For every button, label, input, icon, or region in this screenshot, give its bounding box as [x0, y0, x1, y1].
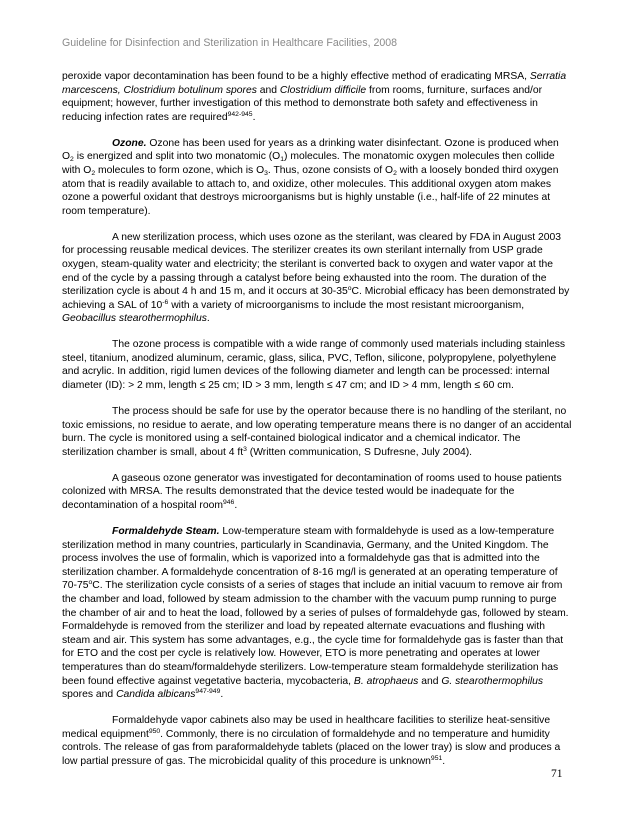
paragraph-ozone-compatibility: The ozone process is compatible with a wide range of commonly used materials including stainless steel, titanium, anodized aluminum, ceramic, glass, silica, PVC, Teflon, silicone, polypropylene, polyethylene and acrylic. In addition, rigid lumen devices of the following diameter and length can be processed: internal diameter (ID): > 2 mm, length ≤ 25 cm; ID > 3 mm, length ≤ 47 cm; and ID > 4 mm, length ≤ 60 cm. [62, 339, 566, 392]
section-heading-ozone: Ozone. [112, 137, 147, 149]
paragraph-formaldehyde-steam: Formaldehyde Steam. Low-temperature steam with formaldehyde is used as a low-temperature sterilization method in many countries, particularly in Scandinavia, Germany, and the United Kingdom. The process involves the use of formalin, which is vaporized into a formaldehyde gas that is admitted into the sterilization chamber. A formaldehyde concentration of 8-16 mg/l is generated at an operating temperature of 70-75$^o$C. The sterilization cycle consists of a series of stages that include an initial vacuum to remove air from the chamber and load, followed by steam admission to the chamber with the vacuum pump running to purge the chamber of air and to heat the load, followed by a series of pulses of formaldehyde gas, followed by steam. Formaldehyde is removed from the sterilizer and load by repeated alternate evacuations and flushing with steam and air. This system has some advantages, e.g., the cycle time for formaldehyde gas is faster than that for ETO and the cost per cycle is relatively low. However, ETO is more penetrating and operates at lower temperatures than do steam/formaldehyde sterilizers. Low-temperature steam formaldehyde sterilization has been found effective against vegetative bacteria, mycobacteria, B. atrophaeus and G. stearothermophilus spores and Candida albicans$^{947-949}$. [62, 525, 569, 701]
running-header: Guideline for Disinfection and Sterilization in Healthcare Facilities, 2008 [62, 37, 398, 49]
paragraph-hydrogen-peroxide-vapor: peroxide vapor decontamination has been found to be a highly effective method of eradicating MRSA, Serratia marcescens, Clostridium botulinum spores and Clostridium difficile from rooms, furniture, surfaces and/or equipment; however, further investigation of this method to demonstrate both safety and effectiveness in reducing infection rates are required$^{942-945}$. [62, 71, 567, 123]
reference-superscript: 951 [430, 754, 443, 762]
paragraph-ozone: Ozone. Ozone has been used for years as a drinking water disinfectant. Ozone is produced when $O_2$ is energized and split into two monatomic $(O_1)$ molecules. The monatomic oxygen molecules then collide with $O_2$ molecules to form ozone, which is $O_3$. Thus, ozone consists of $O_2$ with a loosely bonded third oxygen atom that is readily available to attach to, and oxidize, other molecules. This additional oxygen atom makes ozone a powerful oxidant that destroys microorganisms but is highly unstable (i.e., half-life of 22 minutes at room temperature). [62, 137, 559, 217]
paragraph-ozone-sterilization-process: A new sterilization process, which uses ozone as the sterilant, was cleared by FDA in August 2003 for processing reusable medical devices. The sterilizer creates its own sterilant internally from USP grade oxygen, steam-quality water and electricity; the sterilant is converted back to oxygen and water vapor at the end of the cycle by a passing through a catalyst before being exhausted into the room. The duration of the sterilization cycle is about 4 h and 15 m, and it occurs at 30-35$^o$C. Microbial efficacy has been demonstrated by achieving a SAL of $10^{-6}$ with a variety of microorganisms to include the most resistant microorganism, Geobacillus stearothermophilus. [62, 231, 570, 325]
paragraph-gaseous-ozone-generator: A gaseous ozone generator was investigated for decontamination of rooms used to house patients colonized with MRSA. The results demonstrated that the device tested would be inadequate for the decontamination of a hospital room$^{946}$. [62, 472, 562, 511]
page-number: 71 [551, 768, 563, 780]
body-text [62, 70, 572, 781]
reference-superscript: 946 [223, 498, 235, 506]
section-heading-formaldehyde-steam: Formaldehyde Steam. [112, 525, 220, 537]
reference-superscript: 942-945 [227, 110, 253, 118]
paragraph-formaldehyde-vapor-cabinets: Formaldehyde vapor cabinets also may be used in healthcare facilities to sterilize heat-sensitive medical equipment$^{950}$. Commonly, there is no circulation of formaldehyde and no temperature and humidity controls. The release of gas from paraformaldehyde tablets (placed on the lower tray) is slow and produces a low partial pressure of gas. The microbicidal quality of this procedure is unknown$^{951}$. [62, 715, 561, 767]
reference-superscript: 950 [148, 727, 161, 735]
paragraph-ozone-safety: The process should be safe for use by the operator because there is no handling of the sterilant, no toxic emissions, no residue to aerate, and low operating temperature means there is no danger of an accidental burn. The cycle is monitored using a self-contained biological indicator and a chemical indicator. The sterilization chamber is small, about 4 $ft^3$ (Written communication, S Dufresne, July 2004). [62, 406, 572, 458]
reference-superscript: 947-949 [195, 688, 221, 696]
